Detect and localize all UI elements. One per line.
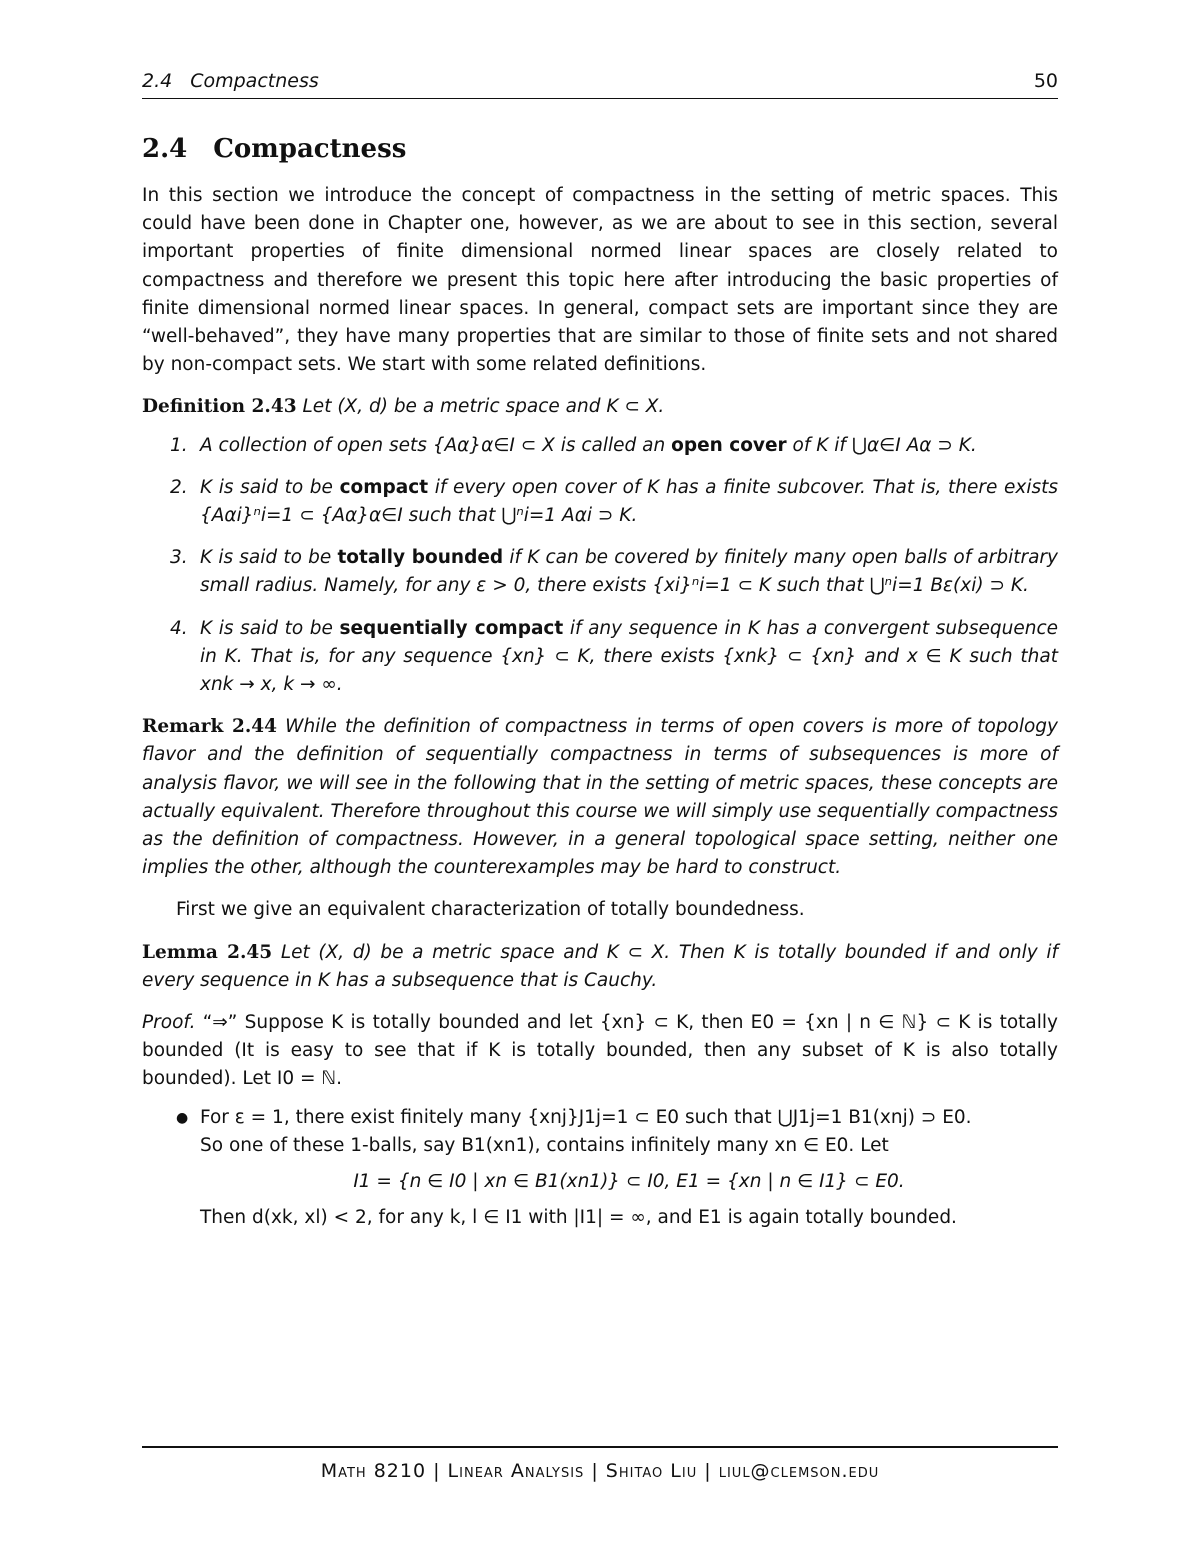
remark-block (142, 713, 1058, 882)
bullet-line-2: So one of these 1-balls, say B1(xn1), contains infinitely many xn ∈ E0. Let (200, 1134, 889, 1156)
definition-block (142, 393, 1058, 421)
section-number: 2.4 (142, 134, 188, 164)
lemma-label: Lemma 2.45 (142, 941, 273, 963)
item-text-a: A collection of open sets {Aα}α∈I ⊂ X is called an (200, 434, 666, 456)
definition-item (142, 432, 1058, 460)
proof-block (142, 1009, 1058, 1094)
item-term: sequentially compact (339, 617, 564, 639)
remark-label: Remark 2.44 (142, 716, 278, 738)
definition-item (142, 615, 1058, 700)
page-number: 50 (1033, 70, 1058, 92)
header-section (142, 70, 319, 92)
document-page (142, 0, 1058, 1553)
item-term: totally bounded (337, 547, 504, 569)
proof-text: “⇒” Suppose K is totally bounded and let {xn} ⊂ K, then E0 = {xn | n ∈ ℕ} ⊂ K is totally bounded (It is easy to see that if K is totally bounded, then any subset of K is also totally bounded). Let I0 = ℕ. (142, 1012, 1058, 1090)
item-text-a: K is said to be (200, 547, 332, 569)
header-section-number: 2.4 (142, 70, 173, 92)
bullet-icon: ● (176, 1109, 189, 1126)
proof-display-equation: I1 = {n ∈ I0 | xn ∈ B1(xn1)} ⊂ I0, E1 = {xn | n ∈ I1} ⊂ E0. (353, 1171, 905, 1193)
item-text-a: K is said to be (200, 617, 333, 639)
intro-paragraph: In this section we introduce the concept of compactness in the setting of metric spaces. This could have been done in Chapter one, however, as we are about to see in this section, several important properties of finite dimensional normed linear spaces are closely related to compactness and therefore we present this topic here after introducing the basic properties of finite dimensional normed linear spaces. In general, compact sets are important since they are “well-behaved”, they have many properties that are similar to those of finite sets and not shared by non-compact sets. We start with some related definitions. (142, 185, 1058, 376)
section-title: Compactness (213, 134, 407, 164)
page-footer: Math 8210 | Linear Analysis | Shitao Liu | liul@clemson.edu (142, 1446, 1058, 1482)
page-body (142, 182, 1058, 1233)
section-heading (142, 134, 406, 164)
definition-list (142, 432, 1058, 700)
definition-item (142, 544, 1058, 600)
transition-paragraph: First we give an equivalent characterization of totally boundedness. (176, 899, 805, 921)
item-number: 1. (170, 434, 188, 456)
item-number: 2. (170, 476, 188, 498)
proof-bullets (142, 1104, 1058, 1233)
item-number: 3. (170, 547, 188, 569)
definition-statement: Let (X, d) be a metric space and K ⊂ X. (302, 396, 665, 418)
header-section-title: Compactness (190, 70, 319, 92)
bullet-line-1: For ε = 1, there exist finitely many {xnj}J1j=1 ⊂ E0 such that ⋃J1j=1 B1(xnj) ⊃ E0. (200, 1106, 972, 1128)
definition-label: Definition 2.43 (142, 396, 297, 418)
proof-label: Proof. (142, 1012, 196, 1034)
item-term: open cover (671, 434, 787, 456)
item-text-b: of K if ⋃α∈I Aα ⊃ K. (792, 434, 977, 456)
item-text-a: K is said to be (200, 476, 333, 498)
lemma-block (142, 939, 1058, 995)
item-text-b: if any sequence in K has a convergent subsequence in K. That is, for any sequence {xn} ⊂ K, there exists {xnk} ⊂ {xn} and x ∈ K such that xnk → x, k → ∞. (200, 617, 1058, 696)
definition-item (142, 474, 1058, 530)
proof-bullet (142, 1104, 1058, 1233)
bullet-line-3: Then d(xk, xl) < 2, for any k, l ∈ I1 with |I1| = ∞, and E1 is again totally bounded. (200, 1207, 957, 1229)
item-number: 4. (170, 617, 188, 639)
remark-text: While the definition of compactness in terms of open covers is more of topology flavor and the definition of sequentially compactness in terms of subsequences is more of analysis flavor, we will see in the following that in the setting of metric spaces, these concepts are actually equivalent. Therefore throughout this course we will simply use sequentially compactness as the definition of compactness. However, in a general topological space setting, neither one implies the other, although the counterexamples may be hard to construct. (142, 716, 1058, 879)
running-header (142, 70, 1058, 99)
lemma-text: Let (X, d) be a metric space and K ⊂ X. Then K is totally bounded if and only if every sequence in K has a subsequence that is Cauchy. (142, 941, 1058, 991)
item-term: compact (339, 476, 429, 498)
item-text-b: if every open cover of K has a finite subcover. That is, there exists {Aαi}ⁿi=1 ⊂ {Aα}α∈I such that ⋃ⁿi=1 Aαi ⊃ K. (200, 476, 1058, 527)
item-text-b: if K can be covered by finitely many open balls of arbitrary small radius. Namely, for any ε > 0, there exists {xi}ⁿi=1 ⊂ K such that ⋃ⁿi=1 Bε(xi) ⊃ K. (200, 547, 1058, 597)
